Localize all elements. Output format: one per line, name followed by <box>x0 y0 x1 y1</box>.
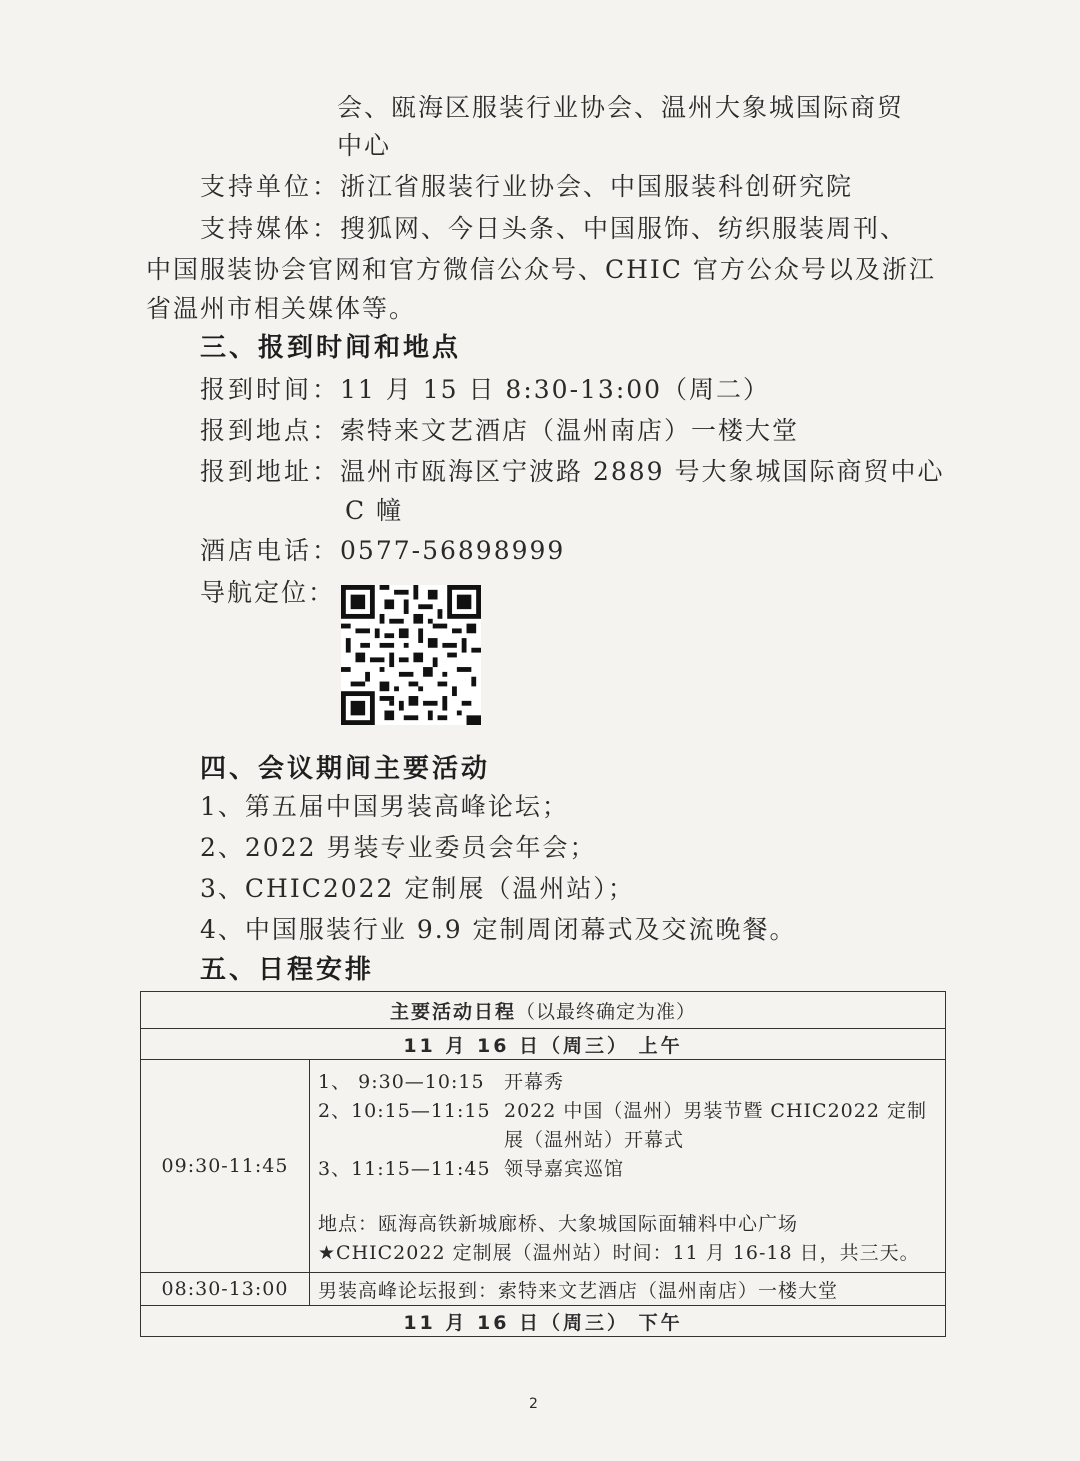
registration-time-label: 报到时间： <box>200 375 341 404</box>
section-5-heading: 五、日程安排 <box>200 955 375 985</box>
schedule-item-continued: 展（温州站）开幕式 <box>504 1129 685 1151</box>
table-row <box>141 1273 946 1306</box>
schedule-item: 1、 9:30—10:15 开幕秀 <box>318 1071 565 1093</box>
spacer <box>318 1184 937 1210</box>
registration-place-line <box>200 414 799 448</box>
support-media-line <box>200 212 907 246</box>
day-row-afternoon <box>141 1306 946 1337</box>
support-unit-label: 支持单位： <box>200 172 341 201</box>
qr-code-icon[interactable] <box>341 585 481 725</box>
schedule-item: 2、10:15—11:15 2022 中国（温州）男装节暨 CHIC2022 定制 <box>318 1100 927 1122</box>
hotel-phone-label: 酒店电话： <box>200 536 341 565</box>
hotel-phone-line <box>200 534 565 568</box>
table-row <box>141 1060 946 1273</box>
table-caption-row <box>141 992 946 1029</box>
organizer-continued-line-2: 中心 <box>337 131 392 160</box>
day-row-morning <box>141 1029 946 1060</box>
section-4-heading: 四、会议期间主要活动 <box>200 754 491 784</box>
organizer-continued-line: 会、瓯海区服装行业协会、温州大象城国际商贸 <box>337 93 905 122</box>
activities-cell <box>310 1060 946 1273</box>
registration-address-line <box>200 455 945 489</box>
registration-time-line <box>200 373 770 407</box>
table-caption-title: 主要活动日程 <box>389 1000 516 1023</box>
registration-time-value: 11 月 15 日 8:30-13:00（周二） <box>340 375 771 404</box>
schedule-item: 3、11:15—11:45 领导嘉宾巡馆 <box>318 1158 625 1180</box>
support-unit-line <box>200 170 853 204</box>
time-cell: 09:30-11:45 <box>141 1060 310 1273</box>
schedule-location: 地点：瓯海高铁新城廊桥、大象城国际面辅料中心广场 <box>318 1213 799 1235</box>
navigation-label: 导航定位： <box>200 578 336 607</box>
support-media-value-1: 搜狐网、今日头条、中国服饰、纺织服装周刊、 <box>340 214 908 243</box>
table-caption-note: （以最终确定为准） <box>516 1000 697 1023</box>
registration-address-value: 温州市瓯海区宁波路 2889 号大象城国际商贸中心 <box>340 457 945 486</box>
activity-item-2: 2、2022 男装专业委员会年会； <box>200 833 597 862</box>
activity-item-1: 1、第五届中国男装高峰论坛； <box>200 792 569 821</box>
registration-address-label: 报到地址： <box>200 457 341 486</box>
registration-address-continued: C 幢 <box>345 496 404 525</box>
schedule-note: ★CHIC2022 定制展（温州站）时间：11 月 16-18 日，共三天。 <box>318 1242 920 1264</box>
schedule-table <box>140 991 946 1337</box>
day-header-morning: 11 月 16 日（周三） 上午 <box>141 1029 946 1060</box>
support-media-value-2: 中国服装协会官网和官方微信公众号、CHIC 官方公众号以及浙江 <box>146 255 936 284</box>
support-media-label: 支持媒体： <box>200 214 341 243</box>
support-unit-value: 浙江省服装行业协会、中国服装科创研究院 <box>340 172 854 201</box>
registration-place-value: 索特来文艺酒店（温州南店）一楼大堂 <box>340 416 800 445</box>
support-media-value-3: 省温州市相关媒体等。 <box>146 294 417 323</box>
activity-item-4: 4、中国服装行业 9.9 定制周闭幕式及交流晚餐。 <box>200 915 797 944</box>
section-3-heading: 三、报到时间和地点 <box>200 333 462 363</box>
day-header-afternoon: 11 月 16 日（周三） 下午 <box>141 1306 946 1337</box>
table-caption <box>141 992 946 1029</box>
activity-item-3: 3、CHIC2022 定制展（温州站）； <box>200 874 635 903</box>
page-number: 2 <box>529 1396 538 1412</box>
registration-cell: 男装高峰论坛报到：索特来文艺酒店（温州南店）一楼大堂 <box>310 1273 946 1306</box>
registration-place-label: 报到地点： <box>200 416 341 445</box>
hotel-phone-value: 0577-56898999 <box>340 536 566 565</box>
time-cell: 08:30-13:00 <box>141 1273 310 1306</box>
